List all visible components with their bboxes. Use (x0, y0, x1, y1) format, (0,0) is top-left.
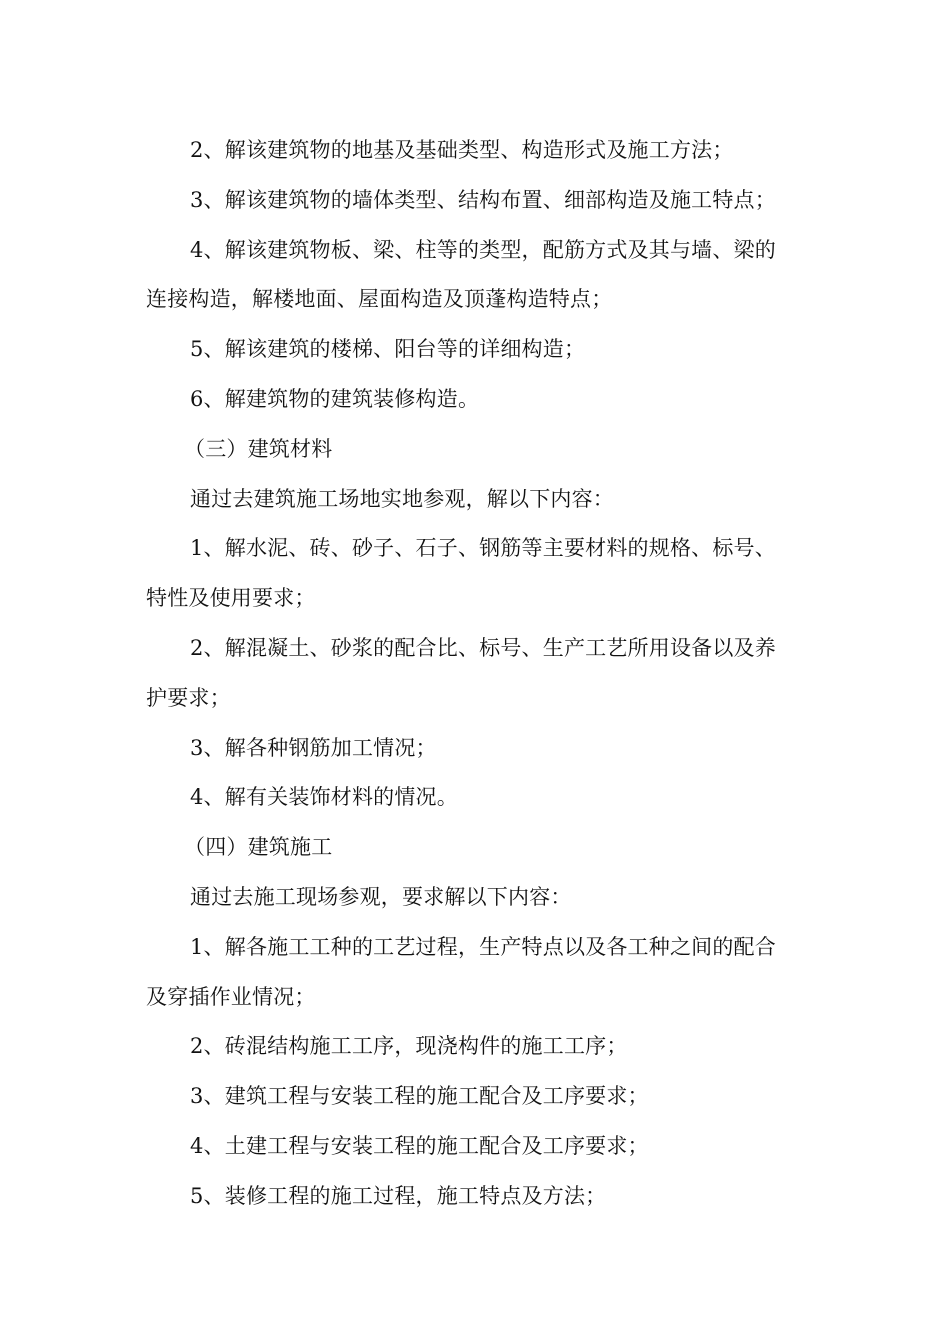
list-item: 2、解混凝土、砂浆的配合比、标号、生产工艺所用设备以及养 (190, 635, 776, 660)
paragraph: 通过去建筑施工场地实地参观，解以下内容： (190, 486, 614, 511)
list-item-continuation: 护要求； (146, 685, 231, 710)
list-item: 4、土建工程与安装工程的施工配合及工序要求； (190, 1133, 649, 1158)
list-item: 2、解该建筑物的地基及基础类型、构造形式及施工方法； (190, 138, 734, 162)
list-item: 5、解该建筑的楼梯、阳台等的详细构造； (190, 337, 586, 362)
list-item: 3、建筑工程与安装工程的施工配合及工序要求； (190, 1084, 649, 1109)
section-heading: （四）建筑施工 (184, 835, 333, 860)
list-item: 3、解各种钢筋加工情况； (190, 735, 437, 760)
list-item: 4、解该建筑物板、梁、柱等的类型，配筋方式及其与墙、梁的 (190, 237, 776, 262)
list-item: 5、装修工程的施工过程，施工特点及方法； (190, 1183, 607, 1208)
list-item: 1、解水泥、砖、砂子、石子、钢筋等主要材料的规格、标号、 (190, 536, 776, 561)
list-item: 2、砖混结构施工工序，现浇构件的施工工序； (190, 1034, 628, 1059)
paragraph: 通过去施工现场参观，要求解以下内容： (190, 884, 572, 909)
list-item-continuation: 连接构造，解楼地面、屋面构造及顶蓬构造特点； (146, 287, 613, 312)
document-body (146, 126, 810, 1222)
list-item-continuation: 及穿插作业情况； (146, 984, 316, 1009)
list-item: 4、解有关装饰材料的情况。 (190, 785, 458, 810)
list-item-continuation: 特性及使用要求； (146, 586, 316, 611)
section-heading: （三）建筑材料 (184, 436, 333, 461)
list-item: 6、解建筑物的建筑装修构造。 (190, 386, 480, 411)
list-item: 3、解该建筑物的墙体类型、结构布置、细部构造及施工特点； (190, 187, 776, 212)
list-item: 1、解各施工工种的工艺过程，生产特点以及各工种之间的配合 (190, 934, 776, 959)
